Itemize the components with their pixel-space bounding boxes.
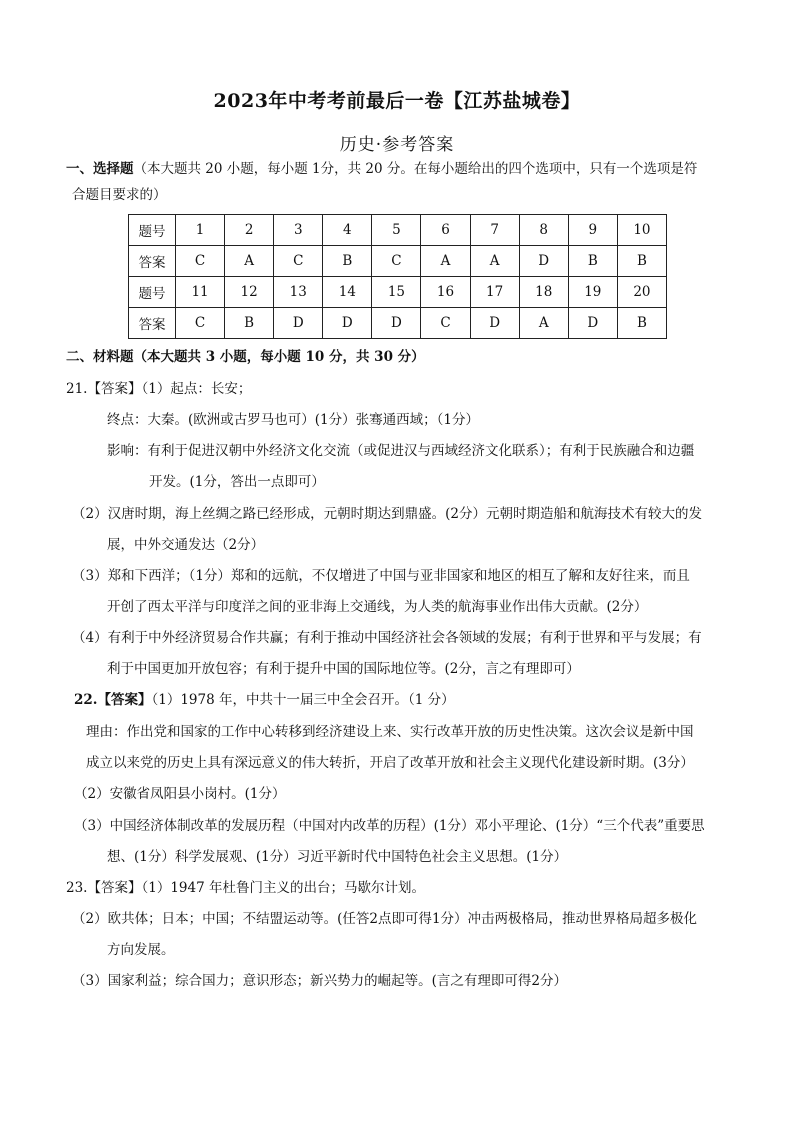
table-cell: 10 <box>617 215 666 246</box>
q21-line-4: 开发。(1分，答出一点即可） <box>149 474 325 490</box>
q21-line-5: （2）汉唐时期，海上丝绸之路已经形成，元朝时期达到鼎盛。(2分）元朝时期造船和航海技术有较大的发 <box>72 506 702 522</box>
section1-description: （本大题共 20 小题，每小题 1分，共 20 分。在每小题给出的四个选项中，只有一个选项是符 <box>133 161 698 177</box>
q23-line-3: 方向发展。 <box>107 942 175 958</box>
q21-line-3: 影响：有利于促进汉朝中外经济文化交流（或促进汉与西域经济文化联系）；有利于民族融合和边疆 <box>107 443 695 459</box>
table-cell: 12 <box>225 277 274 308</box>
table-cell: A <box>225 246 274 277</box>
table-cell: C <box>176 308 225 339</box>
q22-line-4: （2）安徽省凤阳县小岗村。(1分） <box>74 786 286 802</box>
page-subtitle: 历史·参考答案 <box>339 135 455 155</box>
table-cell: 17 <box>470 277 519 308</box>
table-row <box>129 215 667 246</box>
q22-label: 22.【答案】 <box>74 692 152 708</box>
table-cell: B <box>225 308 274 339</box>
q22-part1: （1）1978 年，中共十一届三中全会召开。（1 分） <box>151 692 455 708</box>
table-cell: 15 <box>372 277 421 308</box>
q22-line-1 <box>74 691 455 709</box>
section1-heading: 一、选择题 <box>66 161 134 177</box>
q21-line-8: 开创了西太平洋与印度洋之间的亚非海上交通线，为人类的航海事业作出伟大贡献。(2分） <box>107 599 648 615</box>
table-cell: B <box>617 246 666 277</box>
table-cell: 20 <box>617 277 666 308</box>
table-cell: D <box>519 246 568 277</box>
section1-description-cont: 合题目要求的） <box>72 187 167 203</box>
q21-line-7: （3）郑和下西洋；（1分）郑和的远航，不仅增进了中国与亚非国家和地区的相互了解和友好往来，而且 <box>72 568 690 584</box>
table-cell: 1 <box>176 215 225 246</box>
section1-heading-line <box>66 160 697 178</box>
table-cell: C <box>421 308 470 339</box>
table-row <box>129 308 667 339</box>
table-cell: 5 <box>372 215 421 246</box>
q21-line-2: 终点：大秦。(欧洲或古罗马也可）(1分）张骞通西域；（1分） <box>107 412 479 428</box>
row-label-number: 题号 <box>129 277 176 308</box>
row-label-answer: 答案 <box>129 308 176 339</box>
table-cell: D <box>372 308 421 339</box>
section2-description: （本大题共 3 小题，每小题 10 分，共 30 分） <box>133 349 425 365</box>
q21-label: 21.【答案】 <box>66 381 142 397</box>
row-label-answer: 答案 <box>129 246 176 277</box>
table-cell: C <box>176 246 225 277</box>
table-cell: A <box>519 308 568 339</box>
table-cell: B <box>568 246 617 277</box>
q21-line-9: （4）有利于中外经济贸易合作共赢；有利于推动中国经济社会各领域的发展；有利于世界和平与发展；有 <box>72 630 702 646</box>
table-cell: C <box>372 246 421 277</box>
table-cell: 18 <box>519 277 568 308</box>
table-cell: 13 <box>274 277 323 308</box>
table-cell: D <box>323 308 372 339</box>
table-cell: A <box>470 246 519 277</box>
q23-label: 23.【答案】 <box>66 880 142 896</box>
q23-line-4: （3）国家利益；综合国力；意识形态；新兴势力的崛起等。(言之有理即可得2分） <box>72 973 567 989</box>
q22-line-3: 成立以来党的历史上具有深远意义的伟大转折，开启了改革开放和社会主义现代化建设新时期。(3分） <box>86 755 694 771</box>
q23-part1: （1）1947 年杜鲁门主义的出台；马歇尔计划。 <box>141 880 425 896</box>
row-label-number: 题号 <box>129 215 176 246</box>
table-cell: 11 <box>176 277 225 308</box>
page-title: 2023年中考考前最后一卷【江苏盐城卷】 <box>213 90 581 112</box>
answer-table <box>128 214 667 339</box>
section2-heading: 二、材料题 <box>66 349 134 365</box>
q22-line-2: 理由：作出党和国家的工作中心转移到经济建设上来、实行改革开放的历史性决策。这次会议是新中国 <box>86 724 694 740</box>
table-cell: 14 <box>323 277 372 308</box>
table-cell: 6 <box>421 215 470 246</box>
table-cell: 7 <box>470 215 519 246</box>
table-cell: 3 <box>274 215 323 246</box>
table-cell: B <box>617 308 666 339</box>
table-cell: D <box>470 308 519 339</box>
q21-line-10: 利于中国更加开放包容；有利于提升中国的国际地位等。(2分，言之有理即可） <box>107 661 580 677</box>
table-cell: 8 <box>519 215 568 246</box>
table-cell: 2 <box>225 215 274 246</box>
q23-line-1 <box>66 879 425 897</box>
table-cell: 16 <box>421 277 470 308</box>
section2-heading-line <box>66 348 425 366</box>
q21-line-6: 展，中外交通发达（2分） <box>107 537 265 553</box>
q22-line-5: （3）中国经济体制改革的发展历程（中国对内改革的历程）(1分）邓小平理论、(1分）“三个代表”重要思 <box>74 818 705 834</box>
table-cell: 19 <box>568 277 617 308</box>
q23-line-2: （2）欧共体；日本；中国；不结盟运动等。(任答2点即可得1分）冲击两极格局，推动世界格局超多极化 <box>72 911 698 927</box>
table-cell: D <box>274 308 323 339</box>
table-cell: 9 <box>568 215 617 246</box>
table-row <box>129 277 667 308</box>
table-cell: B <box>323 246 372 277</box>
q22-line-6: 想、(1分）科学发展观、(1分）习近平新时代中国特色社会主义思想。(1分） <box>107 849 568 865</box>
table-cell: A <box>421 246 470 277</box>
q21-part1-start: （1）起点：长安； <box>141 381 252 397</box>
table-cell: 4 <box>323 215 372 246</box>
table-row <box>129 246 667 277</box>
table-cell: D <box>568 308 617 339</box>
table-cell: C <box>274 246 323 277</box>
q21-line-1 <box>66 380 251 398</box>
